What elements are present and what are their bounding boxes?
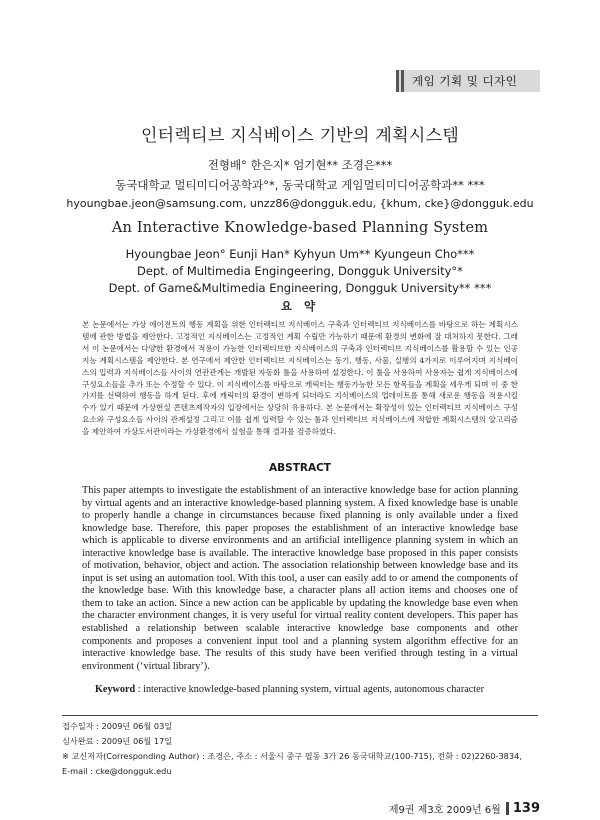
authors-english: Hyoungbae Jeon° Eunji Han* Kyhyun Um** Kyungeun Cho*** <box>125 247 475 261</box>
page-number: 139 <box>512 801 540 816</box>
abstract-english: This paper attempts to investigate the establishment of an interactive knowledge base for action planning by virtual agents and an interactive knowledge-based planning system. A fixed knowledge base is unable to properly handle a change in circumstances because fixed planning is only available under a fixed knowledge base. Therefore, this paper proposes the establishment of an interactive knowledge base which is applicable to diverse environments and an artificial intelligence planning system in which an interactive knowledge base is available. The interactive knowledge base proposed in this paper consists of motivation, behavior, object and action. The association relationship between knowledge base and its input is set using an automation tool. With this tool, a user can easily add to or amend the components of the knowledge base. With this knowledge base, a character plans all action items and chooses one of them to take an action. Since a new action can be applicable by updating the knowledge base even when the character environment changes, it is very useful for virtual reality content developers. This paper has established a relationship between scalable interactive knowledge base components and other components and proposes a convenient input tool and a planning system algorithm effective for an interactive knowledge base. The results of this study have been verified through testing in a virtual environment (‘virtual library’). <box>82 485 518 672</box>
affiliation-english-2: Dept. of Game&Multimedia Engineering, Dongguk University** *** <box>108 281 492 295</box>
page-footer <box>330 798 540 816</box>
title-english: An Interactive Knowledge-based Planning System <box>111 220 489 236</box>
corresponding-email: E-mail : cke@dongguk.edu <box>62 766 172 776</box>
title-korean: 인터렉티브 지식베이스 기반의 계획시스템 <box>140 126 460 146</box>
header-bar-decoration <box>401 70 404 92</box>
section-label: 게임 기획 및 디자인 <box>412 74 518 88</box>
header-bar-decoration <box>396 70 399 92</box>
abstract-korean-heading: 요 약 <box>280 299 320 313</box>
affiliations-korean: 동국대학교 멀티미디어공학과°*, 동국대학교 게임멀티미디어공학과** *** <box>115 178 485 192</box>
abstract-korean: 본 논문에서는 가상 에이전트의 행동 계획을 위한 인터렉티브 지식베이스 구축과 인터렉티브 지식베이스를 바탕으로 하는 계획시스템에 관한 방법을 제안한다. 고정적인 지식베이스는 고정적인 계획 수립만 가능하기 때문에 환경의 변화에 잘 대처하지 못한다. 그래서 이 논문에서는 다양한 환경에서 적용이 가능한 인터렉티브한 지식베이스의 구축과 인터렉티브 지식베이스를 활용할 수 있는 인공지능 계획시스템을 제안한다. 본 연구에서 제안한 인터렉티브 지식베이스는 동기, 행동, 사물, 실행의 4가지로 이루어지며 지식베이스의 입력과 지식베이스들 사이의 연관관계는 개발된 자동화 툴을 사용하여 설정한다. 이 툴을 사용하여 사용자는 쉽게 지식베이스에 구성요소들을 추가 또는 수정할 수 있다. 이 지식베이스를 바탕으로 캐릭터는 행동가능한 모든 항목들을 계획을 세우게 되며 이 중 한 가지를 선택하여 행동을 하게 된다. 후에 캐릭터의 환경이 변하게 되더라도 지식베이스의 업데이트를 통해 새로운 행동을 적용시킬 수가 있기 때문에 가상현실 콘텐츠제작자의 입장에서는 상당히 유용하다. 본 논문에서는 확장성이 있는 인터렉티브 지식베이스 구성요소와 구성요소들 사이의 관계설정 그리고 이를 쉽게 입력할 수 있는 툴과 인터렉티브 지식베이스에 적합한 계획시스템의 알고리즘을 제안하여 가상도서관이라는 가상환경에서 실험을 통해 결과를 검증하였다. <box>82 320 518 437</box>
authors-korean: 전형배° 한은지* 엄기현** 조경은*** <box>207 158 393 172</box>
keyword-list: : interactive knowledge-based planning system, virtual agents, autonomous character <box>135 684 484 695</box>
abstract-english-heading: ABSTRACT <box>269 462 331 474</box>
journal-issue: 제9권 제3호 2009년 6월 <box>388 805 501 816</box>
footer-bar-decoration <box>506 802 509 815</box>
keywords <box>95 684 525 695</box>
accepted-date: 심사완료 : 2009년 06월 17일 <box>62 736 173 746</box>
corresponding-author: ※ 교신저자(Corresponding Author) : 조경은, 주소 : 서울시 중구 필동 3가 26 동국대학교(100-715), 전화 : 02)2260-3834, <box>62 751 522 761</box>
section-header-tab <box>396 70 540 92</box>
received-date: 접수일자 : 2009년 06월 03일 <box>62 721 173 731</box>
affiliation-english-1: Dept. of Multimedia Engingeering, Dongguk University°* <box>137 264 463 278</box>
footnote-divider <box>62 715 538 716</box>
keyword-label: Keyword <box>95 684 136 695</box>
author-emails: hyoungbae.jeon@samsung.com, unzz86@dongguk.edu, {khum, cke}@dongguk.edu <box>66 197 534 210</box>
